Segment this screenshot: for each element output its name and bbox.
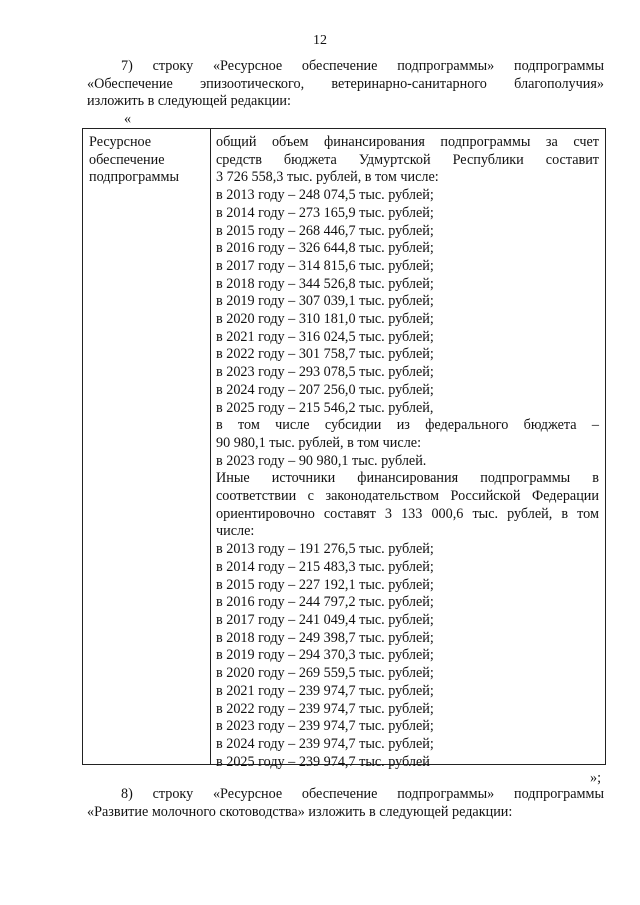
- content-line: в 2021 году – 316 024,5 тыс. рублей;: [216, 328, 434, 345]
- content-line: общий объем финансирования подпрограммы за счет: [216, 134, 599, 150]
- content-line: в 2017 году – 241 049,4 тыс. рублей;: [216, 611, 434, 628]
- content-line: 90 980,1 тыс. рублей, в том числе:: [216, 434, 422, 451]
- content-line: в 2023 году – 239 974,7 тыс. рублей;: [216, 718, 434, 735]
- content-line: в 2016 году – 326 644,8 тыс. рублей;: [216, 240, 434, 257]
- intro-line: 7) строку «Ресурсное обеспечение подпрограммы» подпрограммы: [121, 58, 604, 74]
- content-line: в 2021 году – 239 974,7 тыс. рублей;: [216, 682, 434, 699]
- content-line: числе:: [216, 523, 255, 540]
- resource-table: [82, 128, 606, 770]
- content-line: в 2019 году – 294 370,3 тыс. рублей;: [216, 647, 434, 664]
- content-line: в 2018 году – 249 398,7 тыс. рублей;: [216, 629, 434, 646]
- content-line: в 2020 году – 269 559,5 тыс. рублей;: [216, 665, 434, 682]
- content-line: в 2022 году – 239 974,7 тыс. рублей;: [216, 700, 434, 717]
- label-line: Ресурсное: [89, 134, 152, 150]
- content-line: в 2013 году – 191 276,5 тыс. рублей;: [216, 541, 434, 558]
- content-line: в 2013 году – 248 074,5 тыс. рублей;: [216, 187, 434, 204]
- content-line: в 2025 году – 215 546,2 тыс. рублей,: [216, 399, 434, 416]
- content-line: в 2024 году – 207 256,0 тыс. рублей;: [216, 381, 434, 398]
- content-line: в 2024 году – 239 974,7 тыс. рублей;: [216, 735, 434, 752]
- content-line: в 2022 году – 301 758,7 тыс. рублей;: [216, 346, 434, 363]
- label-line: подпрограммы: [89, 169, 179, 186]
- content-line: Иные источники финансирования подпрограммы в: [216, 470, 599, 487]
- content-line: в 2015 году – 268 446,7 тыс. рублей;: [216, 222, 434, 239]
- intro-line: изложить в следующей редакции:: [87, 93, 291, 110]
- opening-quote: «: [124, 111, 132, 127]
- outro-line: «Развитие молочного скотоводства» изложить в следующей редакции:: [87, 803, 513, 820]
- content-line: в 2014 году – 215 483,3 тыс. рублей;: [216, 558, 434, 575]
- content-line: в том числе субсидии из федерального бюджета –: [216, 417, 599, 434]
- content-line: в 2016 году – 244 797,2 тыс. рублей;: [216, 594, 434, 611]
- content-line: в 2023 году – 293 078,5 тыс. рублей;: [216, 364, 434, 381]
- page-number: 12: [313, 33, 327, 48]
- content-line: соответствии с законодательством Российской Федерации: [216, 488, 599, 505]
- content-line: в 2023 году – 90 980,1 тыс. рублей.: [216, 452, 427, 469]
- outro-paragraph: [87, 786, 604, 821]
- content-line: ориентировочно составят 3 133 000,6 тыс. рублей, в том: [216, 505, 599, 522]
- content-line: средств бюджета Удмуртской Республики составит: [216, 151, 599, 168]
- intro-line: «Обеспечение эпизоотического, ветеринарно-санитарного благополучия»: [87, 75, 604, 92]
- content-line: в 2019 году – 307 039,1 тыс. рублей;: [216, 293, 434, 310]
- outro-line: 8) строку «Ресурсное обеспечение подпрограммы» подпрограммы: [121, 786, 604, 802]
- intro-paragraph: [87, 58, 604, 111]
- content-line: в 2014 году – 273 165,9 тыс. рублей;: [216, 204, 434, 221]
- table-label-cell: [83, 129, 211, 764]
- content-line: в 2018 году – 344 526,8 тыс. рублей;: [216, 275, 434, 292]
- content-line: в 2025 году – 239 974,7 тыс. рублей: [216, 753, 430, 770]
- content-line: 3 726 558,3 тыс. рублей, в том числе:: [216, 169, 439, 186]
- closing-quote: »;: [590, 770, 602, 786]
- content-line: в 2015 году – 227 192,1 тыс. рублей;: [216, 576, 434, 593]
- table-content-cell: [211, 129, 605, 770]
- content-line: в 2020 году – 310 181,0 тыс. рублей;: [216, 311, 434, 328]
- label-line: обеспечение: [89, 151, 165, 168]
- content-line: в 2017 году – 314 815,6 тыс. рублей;: [216, 257, 434, 274]
